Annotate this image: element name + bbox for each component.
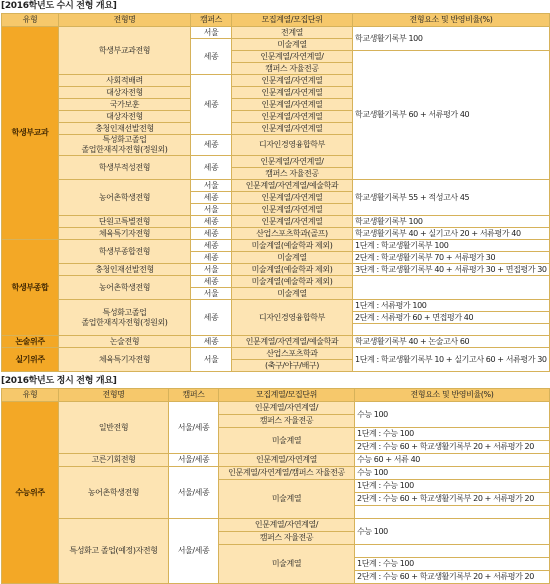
field-cell: 캠퍼스 자율전공	[219, 415, 355, 428]
eval-cell: 2단계 : 서류평가 60 + 면접평가 40	[353, 312, 550, 324]
field-cell: 미술계열	[219, 428, 355, 454]
eval-cell: 2단계 : 수능 60 + 학교생활기록부 20 + 서류평가 20	[355, 571, 550, 584]
eval-cell: 1단계 : 학교생활기록부 10 + 실기고사 60 + 서류평가 30	[353, 348, 550, 372]
field-cell: (축구/야구/배구)	[232, 360, 353, 372]
name-line: 특성화고졸업	[102, 135, 147, 144]
eval-cell: 학교생활기록부 100	[353, 216, 550, 228]
campus-cell: 세종	[191, 336, 232, 348]
field-cell: 인문계열/자연계열	[232, 192, 353, 204]
type-cell: 실기위주	[2, 348, 59, 372]
field-cell: 인문계열/자연계열/예술학과	[232, 336, 353, 348]
field-cell: 인문계열/자연계열	[232, 75, 353, 87]
name-cell	[59, 300, 191, 336]
eval-cell: 학교생활기록부 55 + 적성고사 45	[353, 180, 550, 216]
field-cell: 전계열	[232, 27, 353, 39]
table-row	[2, 336, 550, 348]
campus-cell: 서울/세종	[169, 402, 219, 454]
eval-cell: 2단계 : 수능 60 + 학교생활기록부 20 + 서류평가 20	[355, 441, 550, 454]
header-type: 유형	[2, 389, 59, 402]
name-cell: 체육특기자전형	[59, 348, 191, 372]
field-cell: 인문계열/자연계열/예술학과	[232, 180, 353, 192]
name-cell: 학생부적성전형	[59, 156, 191, 180]
campus-cell: 서울	[191, 288, 232, 300]
name-cell: 체육특기자전형	[59, 228, 191, 240]
eval-cell	[355, 545, 550, 558]
campus-cell: 서울	[191, 204, 232, 216]
field-cell: 인문계열/자연계열/	[232, 51, 353, 63]
field-cell: 인문계열/자연계열	[232, 99, 353, 111]
header-eval: 전형요소 및 반영비율(%)	[353, 14, 550, 27]
field-cell: 인문계열/자연계열	[232, 123, 353, 135]
name-cell: 충청인재선발전형	[59, 264, 191, 276]
eval-cell	[353, 324, 550, 336]
field-cell: 미술계열(예술학과 제외)	[232, 264, 353, 276]
name-cell: 고른기회전형	[59, 454, 169, 467]
campus-cell: 세종	[191, 228, 232, 240]
eval-cell: 수능 100	[355, 402, 550, 428]
field-cell: 미술계열(예술학과 제외)	[232, 240, 353, 252]
name-line: 졸업한재직자전형(정원외)	[81, 145, 168, 154]
suji-table	[1, 13, 550, 372]
field-cell: 디자인경영융합학부	[232, 135, 353, 156]
field-cell: 인문계열/자연계열/	[232, 156, 353, 168]
eval-cell: 1단계 : 수능 100	[355, 428, 550, 441]
table-row	[2, 300, 550, 312]
field-cell: 미술계열	[232, 288, 353, 300]
name-line: 특성화고졸업	[102, 307, 147, 317]
suji-header-row	[2, 14, 550, 27]
jeongsi-table	[1, 388, 550, 584]
eval-cell: 2단계 : 수능 60 + 학교생활기록부 20 + 서류평가 20	[355, 493, 550, 506]
field-cell: 인문계열/자연계열	[232, 111, 353, 123]
table-row	[2, 454, 550, 467]
type-cell: 논술위주	[2, 336, 59, 348]
field-cell: 미술계열	[219, 480, 355, 519]
field-cell: 미술계열	[232, 252, 353, 264]
campus-cell: 세종	[191, 135, 232, 156]
field-cell: 캠퍼스 자율전공	[219, 532, 355, 545]
field-cell: 인문계열/자연계열/	[219, 519, 355, 532]
name-cell: 농어촌학생전형	[59, 467, 169, 519]
field-cell: 미술계열	[232, 39, 353, 51]
field-cell: 캠퍼스 자율전공	[232, 168, 353, 180]
campus-cell: 서울	[191, 348, 232, 372]
eval-cell: 학교생활기록부 60 + 서류평가 40	[353, 51, 550, 180]
eval-cell: 수능 60 + 서류 40	[355, 454, 550, 467]
table-row	[2, 216, 550, 228]
campus-cell: 세종	[191, 252, 232, 264]
name-cell: 충청인재선발전형	[59, 123, 191, 135]
header-campus: 캠퍼스	[191, 14, 232, 27]
eval-cell: 2단계 : 학교생활기록부 70 + 서류평가 30	[353, 252, 550, 264]
name-cell: 단원고특별전형	[59, 216, 191, 228]
name-cell: 대상자전형	[59, 111, 191, 123]
name-cell: 사회적배려	[59, 75, 191, 87]
campus-cell: 서울/세종	[169, 454, 219, 467]
header-eval: 전형요소 및 반영비율(%)	[355, 389, 550, 402]
field-cell: 산업스포츠학과	[232, 348, 353, 360]
eval-cell: 1단계 : 학교생활기록부 100	[353, 240, 550, 252]
campus-cell: 세종	[191, 300, 232, 336]
table-row	[2, 180, 550, 192]
name-cell: 농어촌학생전형	[59, 180, 191, 216]
name-cell: 국가보훈	[59, 99, 191, 111]
name-cell: 학생부종합전형	[59, 240, 191, 264]
field-cell: 인문계열/자연계열/	[219, 402, 355, 415]
eval-cell: 1단계 : 수능 100	[355, 558, 550, 571]
header-field: 모집계열/모집단위	[232, 14, 353, 27]
type-cell: 학생부교과	[2, 27, 59, 240]
campus-cell: 서울	[191, 180, 232, 192]
campus-cell: 세종	[191, 75, 232, 135]
field-cell: 인문계열/자연계열	[232, 216, 353, 228]
eval-cell: 1단계 : 서류평가 100	[353, 300, 550, 312]
eval-cell: 학교생활기록부 40 + 실기고사 20 + 서류평가 40	[353, 228, 550, 240]
campus-cell: 서울/세종	[169, 467, 219, 519]
table-row	[2, 228, 550, 240]
campus-cell: 서울	[191, 264, 232, 276]
jeongsi-header-row	[2, 389, 550, 402]
campus-cell: 서울/세종	[169, 519, 219, 584]
header-field: 모집계열/모집단위	[219, 389, 355, 402]
field-cell: 캠퍼스 자율전공	[232, 63, 353, 75]
field-cell: 인문계열/자연계열	[232, 87, 353, 99]
name-cell: 논술전형	[59, 336, 191, 348]
campus-cell: 세종	[191, 156, 232, 180]
type-cell: 학생부종합	[2, 240, 59, 336]
table-row	[2, 240, 550, 252]
field-cell: 인문계열/자연계열	[219, 454, 355, 467]
suji-section-title: [2016학년도 수시 전형 개요]	[1, 1, 117, 11]
eval-cell: 수능 100	[355, 519, 550, 545]
table-row	[2, 402, 550, 415]
campus-cell: 세종	[191, 240, 232, 252]
header-type: 유형	[2, 14, 59, 27]
eval-cell: 학교생활기록부 100	[353, 27, 550, 51]
eval-cell: 3단계 : 학교생활기록부 40 + 서류평가 30 + 면접평가 30	[353, 264, 550, 276]
header-name: 전형명	[59, 14, 191, 27]
campus-cell: 서울	[191, 27, 232, 39]
table-row	[2, 467, 550, 480]
field-cell: 미술계열(예술학과 제외)	[232, 276, 353, 288]
table-row	[2, 276, 550, 288]
eval-cell	[355, 506, 550, 519]
campus-cell: 세종	[191, 216, 232, 228]
type-cell: 수능위주	[2, 402, 59, 584]
eval-cell: 1단계 : 수능 100	[355, 480, 550, 493]
field-cell: 인문계열/자연계열/캠퍼스 자율전공	[219, 467, 355, 480]
name-line: 졸업한재직자전형(정원외)	[81, 317, 168, 327]
eval-cell	[353, 276, 550, 300]
field-cell: 산업스포츠학과(골프)	[232, 228, 353, 240]
header-campus: 캠퍼스	[169, 389, 219, 402]
eval-cell: 수능 100	[355, 467, 550, 480]
table-row	[2, 264, 550, 276]
field-cell: 디자인경영융합학부	[232, 300, 353, 336]
name-cell: 대상자전형	[59, 87, 191, 99]
header-name: 전형명	[59, 389, 169, 402]
table-row	[2, 348, 550, 360]
campus-cell: 세종	[191, 192, 232, 204]
name-cell: 농어촌학생전형	[59, 276, 191, 300]
campus-cell: 세종	[191, 39, 232, 75]
eval-cell: 학교생활기록부 40 + 논술고사 60	[353, 336, 550, 348]
campus-cell: 세종	[191, 276, 232, 288]
name-cell	[59, 135, 191, 156]
name-cell: 일반전형	[59, 402, 169, 454]
field-cell: 인문계열/자연계열	[232, 204, 353, 216]
jeongsi-section-title: [2016학년도 정시 전형 개요]	[1, 376, 117, 386]
name-cell: 특성화고 졸업(예정)자전형	[59, 519, 169, 584]
table-row	[2, 27, 550, 39]
name-cell: 학생부교과전형	[59, 27, 191, 75]
table-row	[2, 519, 550, 532]
field-cell: 미술계열	[219, 545, 355, 584]
